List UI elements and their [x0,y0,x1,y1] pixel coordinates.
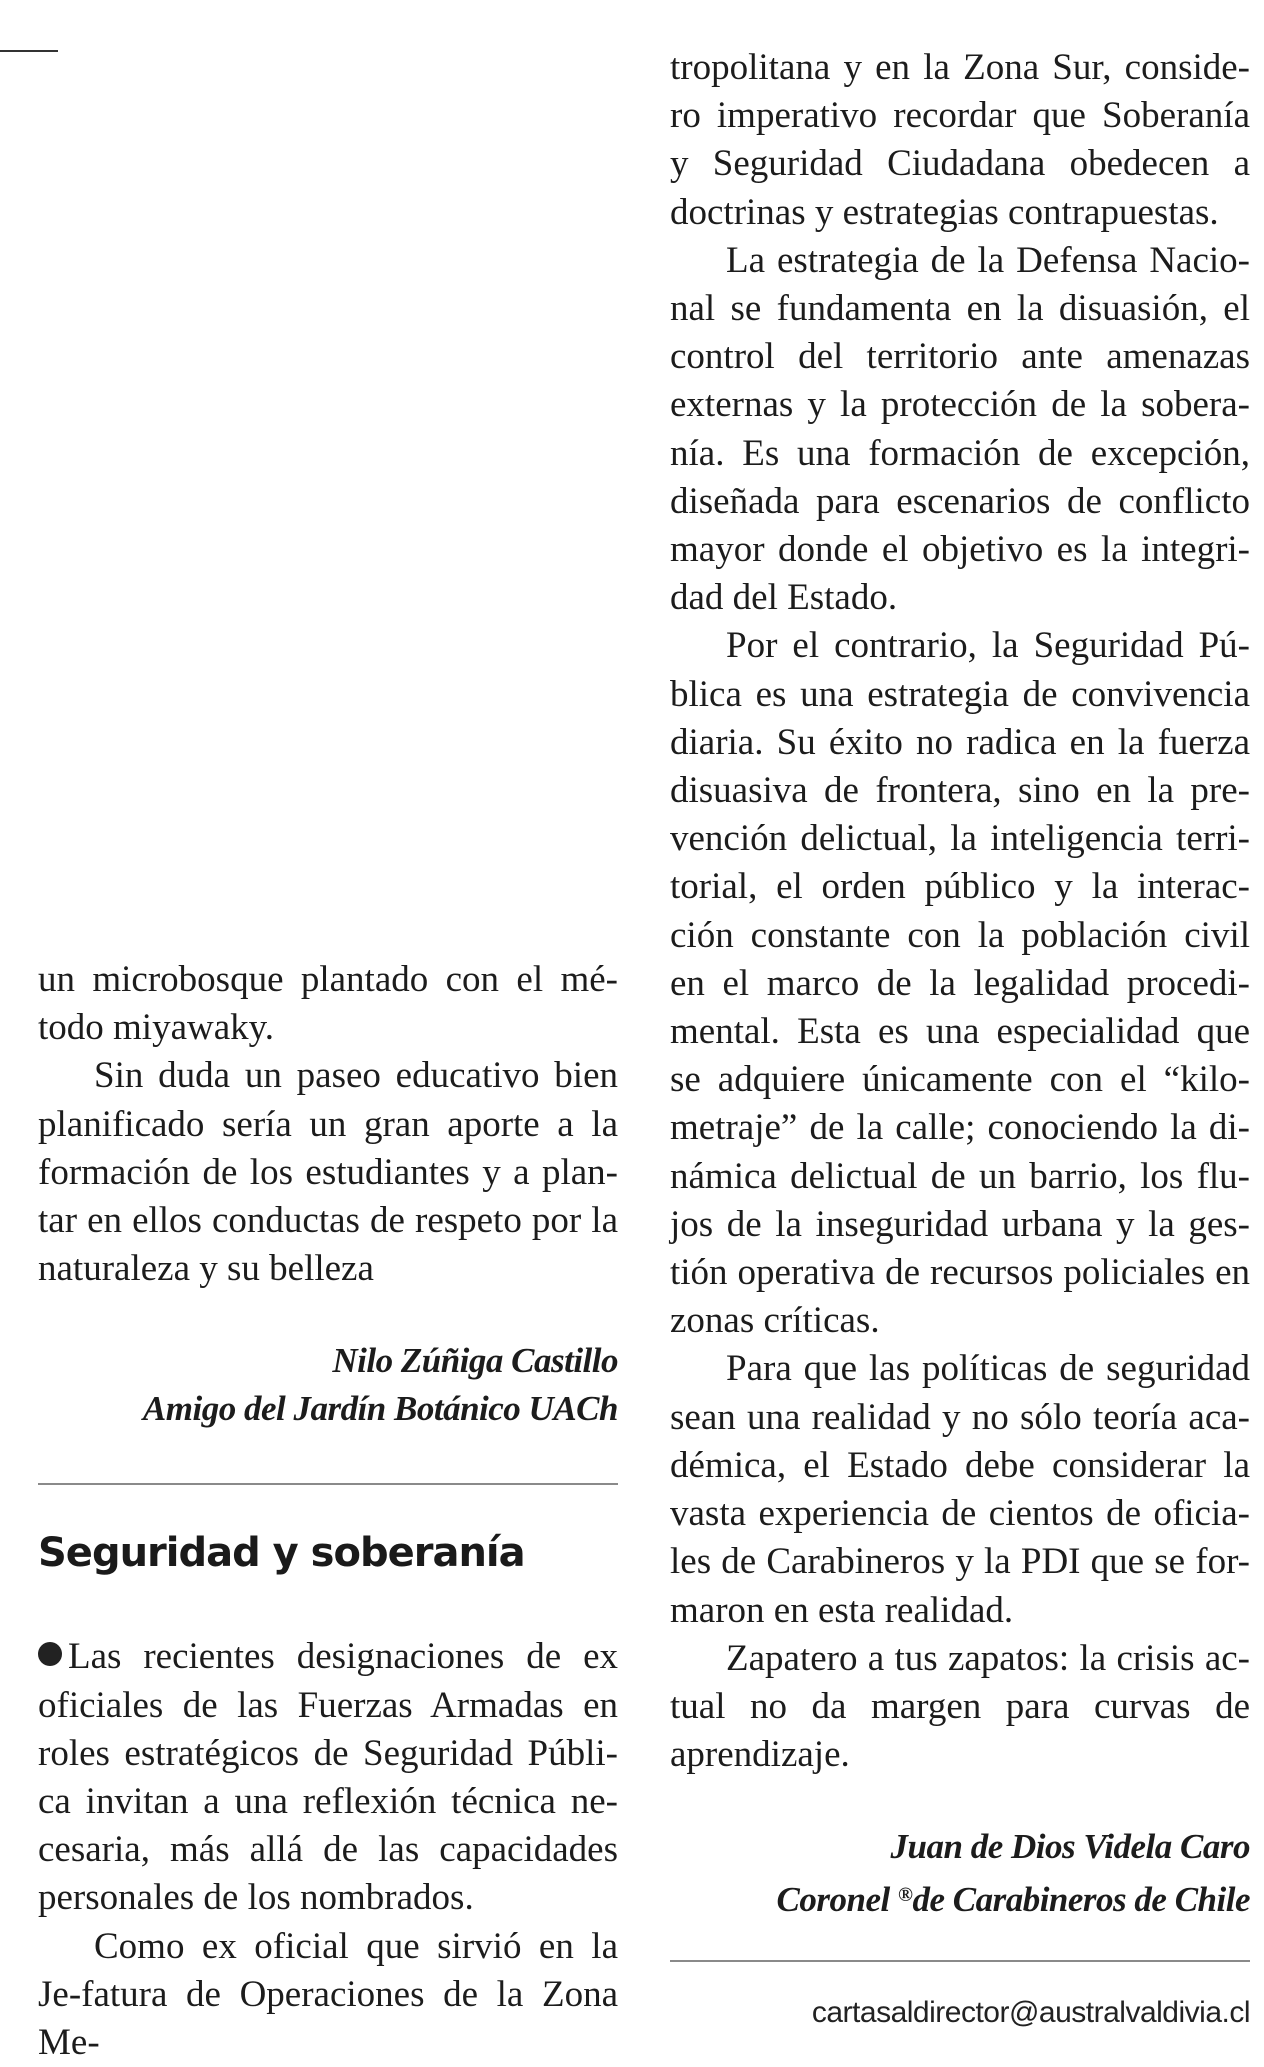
letter2-signature [670,1823,1250,1924]
letter2-paragraph: Por el contrario, la Seguridad Pú-blica es una estrategia de convivencia diaria. Su éxito no radica en la fuerza disuasiva de frontera, sino en la pre-vención delictual, la inteligencia terri-torial, el orden público y la interac-ción constante con la población civil en el marco de la legalidad procedi-mental. Esta es una especialidad que se adquiere únicamente con el “kilo-metraje” de la calle; conociendo la di-námica delictual de un barrio, los flu-jos de la inseguridad urbana y la ges-tión operativa de recursos policiales en zonas críticas. [670,625,1250,1342]
letter2-paragraph [38,1633,618,1922]
contact-email[interactable]: cartasaldirector@australvaldivia.cl [811,1996,1250,2030]
registered-mark: ® [898,1884,913,1907]
letter2-paragraph: Para que las políticas de seguridad sean una realidad y no sólo teoría aca-démica, el Estado debe considerar la vasta experiencia de cientos de oficia-les de Carabineros y la PDI que se for-maron en esta realidad. [670,1348,1250,1631]
letter2-paragraph: Como ex oficial que sirvió en la Je-fatura de Operaciones de la Zona Me- [38,1925,618,2064]
letter2-signature-title [670,1871,1250,1924]
letter2-paragraph: La estrategia de la Defensa Nacio-nal se fundamenta en la disuasión, el control del territorio ante amenazas externas y la protección de la sobera-nía. Es una formación de excepción, diseñada para escenarios de conflicto mayor donde el objetivo es la integri-dad del Estado. [670,239,1250,619]
bullet-icon [38,1642,62,1666]
letter2-paragraph: Zapatero a tus zapatos: la crisis ac-tual no da margen para curvas de aprendizaje. [670,1637,1250,1776]
top-left-rule [0,50,58,52]
right-column [670,44,1250,2030]
letter1-paragraph: Sin duda un paseo educativo bien planificado sería un gran aporte a la formación de los estudiantes y a plan-tar en ellos conductas de respeto por la naturaleza y su belleza [38,1055,618,1290]
footer-divider [670,1960,1250,1962]
letter1-signature [38,1337,618,1433]
letter2-signature-name: Juan de Dios Videla Caro [890,1827,1250,1867]
letter2-paragraph-text: Las recientes designaciones de ex oficiales de las Fuerzas Armadas en roles estratégicos de Seguridad Públi-ca invitan a una reflexión técnica ne-cesaria, más allá de las capacidades personales de los nombrados. [38,1636,618,1919]
letter2-headline: Seguridad y soberanía [38,1530,525,1577]
letter1-signature-name: Nilo Zúñiga Castillo [332,1341,618,1381]
left-column [38,956,618,2067]
letter1-paragraph: un microbosque plantado con el mé-todo miyawaky. [38,959,618,1049]
signature-title-prefix: Coronel [776,1880,898,1920]
letter2-paragraph: tropolitana y en la Zona Sur, conside-ro imperativo recordar que Soberanía y Seguridad Ciudadana obedecen a doctrinas y estrategias contrapuestas. [670,47,1250,233]
letter1-signature-title: Amigo del Jardín Botánico UACh [142,1389,618,1429]
signature-title-rest: de Carabineros de Chile [912,1880,1250,1920]
section-divider [38,1483,618,1485]
